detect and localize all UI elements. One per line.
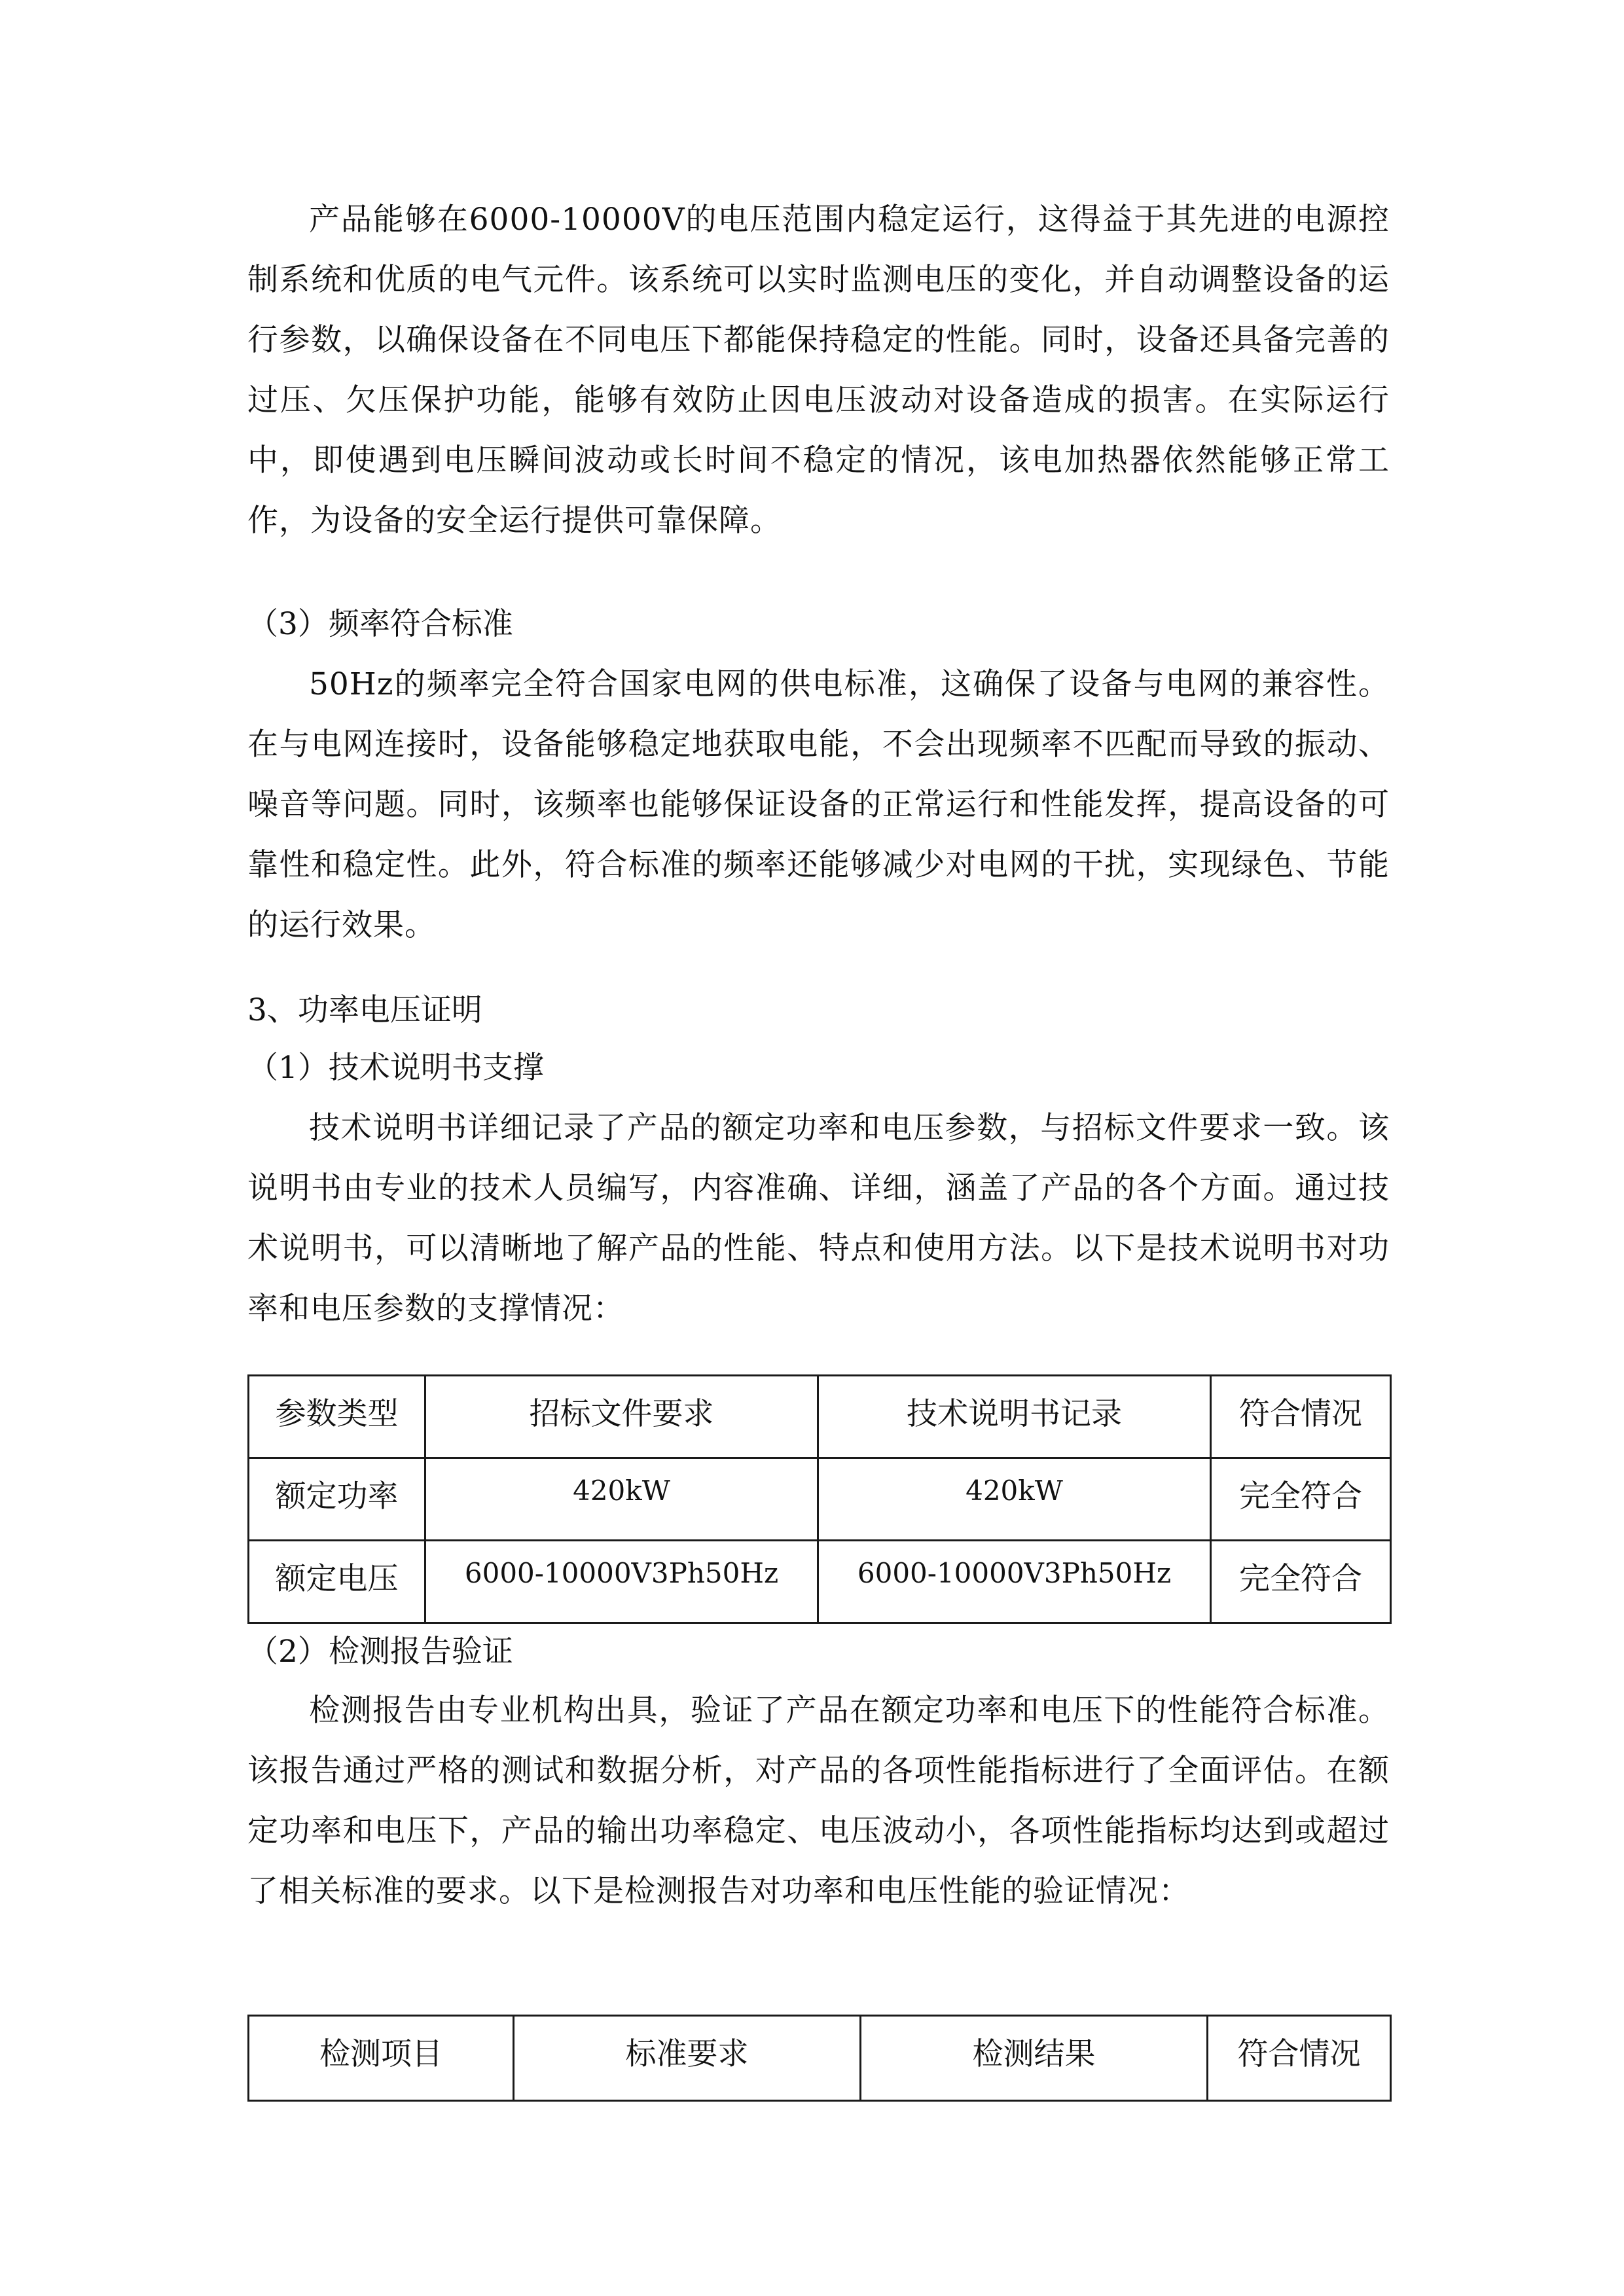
table-cell: 额定功率 <box>249 1458 425 1541</box>
table-cell: 420kW <box>818 1458 1211 1541</box>
table-header-cell: 招标文件要求 <box>425 1376 818 1458</box>
paragraph-technical-manual: 技术说明书详细记录了产品的额定功率和电压参数，与招标文件要求一致。该说明书由专业的技术人员编写，内容准确、详细，涵盖了产品的各个方面。通过技术说明书，可以清晰地了解产品的性能、特点和使用方法。以下是技术说明书对功率和电压参数的支撑情况： <box>247 1110 1390 1327</box>
table-cell: 额定电压 <box>249 1541 425 1623</box>
power-voltage-table <box>247 1374 1392 1624</box>
paragraph-voltage-range: 产品能够在6000-10000V的电压范围内稳定运行，这得益于其先进的电源控制系统和优质的电气元件。该系统可以实时监测电压的变化，并自动调整设备的运行参数，以确保设备在不同电压下都能保持稳定的性能。同时，设备还具备完善的过压、欠压保护功能，能够有效防止因电压波动对设备造成的损害。在实际运行中，即使遇到电压瞬间波动或长时间不稳定的情况，该电加热器依然能够正常工作，为设备的安全运行提供可靠保障。 <box>247 202 1390 539</box>
table-row <box>249 1458 1391 1541</box>
table-row <box>249 1541 1391 1623</box>
heading-test-report: （2）检测报告验证 <box>247 1634 513 1670</box>
table-cell: 6000-10000V3Ph50Hz <box>818 1541 1211 1623</box>
heading-technical-manual: （1）技术说明书支撑 <box>247 1050 544 1086</box>
table-cell: 6000-10000V3Ph50Hz <box>425 1541 818 1623</box>
test-report-table <box>247 2015 1392 2102</box>
paragraph-test-report: 检测报告由专业机构出具，验证了产品在额定功率和电压下的性能符合标准。该报告通过严格的测试和数据分析，对产品的各项性能指标进行了全面评估。在额定功率和电压下，产品的输出功率稳定、电压波动小，各项性能指标均达到或超过了相关标准的要求。以下是检测报告对功率和电压性能的验证情况： <box>247 1693 1390 1909</box>
heading-frequency-standard: （3）频率符合标准 <box>247 606 513 642</box>
table-cell: 420kW <box>425 1458 818 1541</box>
table-cell: 完全符合 <box>1211 1541 1391 1623</box>
table-header-cell: 符合情况 <box>1208 2016 1391 2101</box>
table-header-cell: 检测结果 <box>861 2016 1208 2101</box>
paragraph-frequency: 50Hz的频率完全符合国家电网的供电标准，这确保了设备与电网的兼容性。在与电网连接时，设备能够稳定地获取电能，不会出现频率不匹配而导致的振动、噪音等问题。同时，该频率也能够保证设备的正常运行和性能发挥，提高设备的可靠性和稳定性。此外，符合标准的频率还能够减少对电网的干扰，实现绿色、节能的运行效果。 <box>247 666 1390 943</box>
table-header-row <box>249 1376 1391 1458</box>
table-cell: 完全符合 <box>1211 1458 1391 1541</box>
heading-power-voltage-proof: 3、功率电压证明 <box>247 992 482 1028</box>
table-header-cell: 技术说明书记录 <box>818 1376 1211 1458</box>
table-header-cell: 参数类型 <box>249 1376 425 1458</box>
table-header-cell: 标准要求 <box>514 2016 861 2101</box>
table-header-row <box>249 2016 1391 2101</box>
table-header-cell: 符合情况 <box>1211 1376 1391 1458</box>
table-header-cell: 检测项目 <box>249 2016 514 2101</box>
